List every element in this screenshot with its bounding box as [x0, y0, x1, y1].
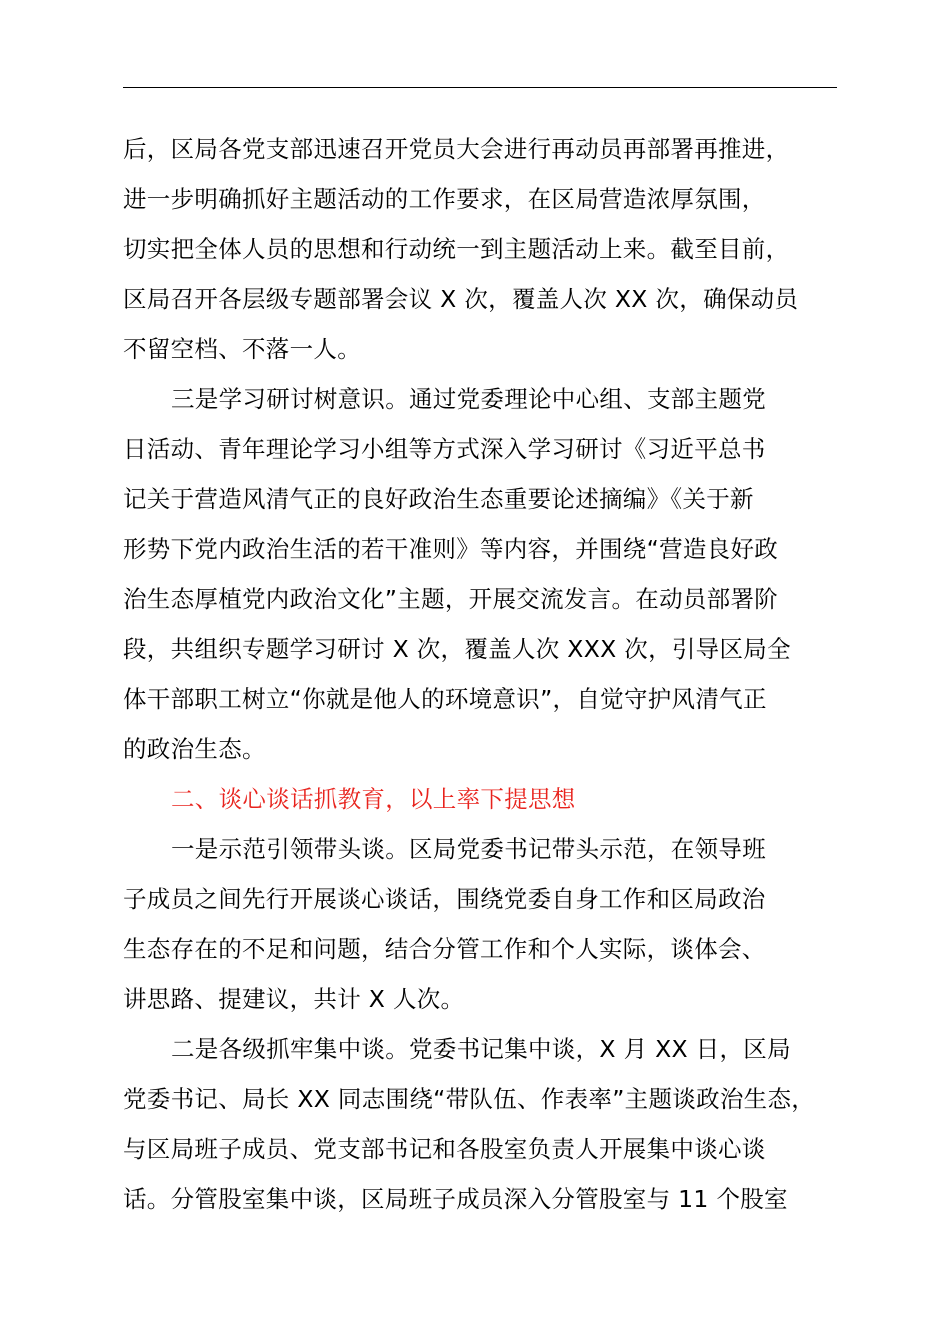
- document-body: [123, 124, 863, 1224]
- paragraph-line: 的政治生态。: [123, 735, 266, 763]
- paragraph-line: 日活动、青年理论学习小组等方式深入学习研讨《习近平总书: [123, 435, 766, 463]
- paragraph-line: 不留空档、不落一人。: [123, 335, 361, 363]
- paragraph-line: 记关于营造风清气正的良好政治生态重要论述摘编》《关于新: [123, 485, 754, 513]
- paragraph-line: 切实把全体人员的思想和行动统一到主题活动上来。截至目前，: [123, 235, 790, 263]
- paragraph-line: 子成员之间先行开展谈心谈话，围绕党委自身工作和区局政治: [123, 885, 766, 913]
- paragraph-line: 生态存在的不足和问题，结合分管工作和个人实际，谈体会、: [123, 935, 766, 963]
- paragraph-line: 讲思路、提建议，共计 X 人次。: [123, 985, 465, 1013]
- header-rule: [123, 87, 837, 88]
- section-heading: 二、谈心谈话抓教育，以上率下提思想: [171, 785, 576, 813]
- paragraph-line: 二是各级抓牢集中谈。党委书记集中谈，X 月 XX 日，区局: [171, 1035, 791, 1063]
- paragraph-line: 后，区局各党支部迅速召开党员大会进行再动员再部署再推进，: [123, 135, 790, 163]
- paragraph-line: 话。分管股室集中谈，区局班子成员深入分管股室与 11 个股室: [123, 1185, 788, 1213]
- paragraph-line: 形势下党内政治生活的若干准则》等内容，并围绕“营造良好政: [123, 535, 779, 563]
- paragraph-line: 与区局班子成员、党支部书记和各股室负责人开展集中谈心谈: [123, 1135, 766, 1163]
- paragraph-line: 区局召开各层级专题部署会议 X 次，覆盖人次 XX 次，确保动员: [123, 285, 799, 313]
- paragraph-line: 段，共组织专题学习研讨 X 次，覆盖人次 XXX 次，引导区局全: [123, 635, 791, 663]
- paragraph-line: 三是学习研讨树意识。通过党委理论中心组、支部主题党: [171, 385, 766, 413]
- paragraph-line: 一是示范引领带头谈。区局党委书记带头示范，在领导班: [171, 835, 766, 863]
- paragraph-line: 治生态厚植党内政治文化”主题，开展交流发言。在动员部署阶: [123, 585, 779, 613]
- paragraph-line: 体干部职工树立“你就是他人的环境意识”，自觉守护风清气正: [123, 685, 767, 713]
- paragraph-line: 党委书记、局长 XX 同志围绕“带队伍、作表率”主题谈政治生态，: [123, 1085, 816, 1113]
- paragraph-line: 进一步明确抓好主题活动的工作要求，在区局营造浓厚氛围，: [123, 185, 766, 213]
